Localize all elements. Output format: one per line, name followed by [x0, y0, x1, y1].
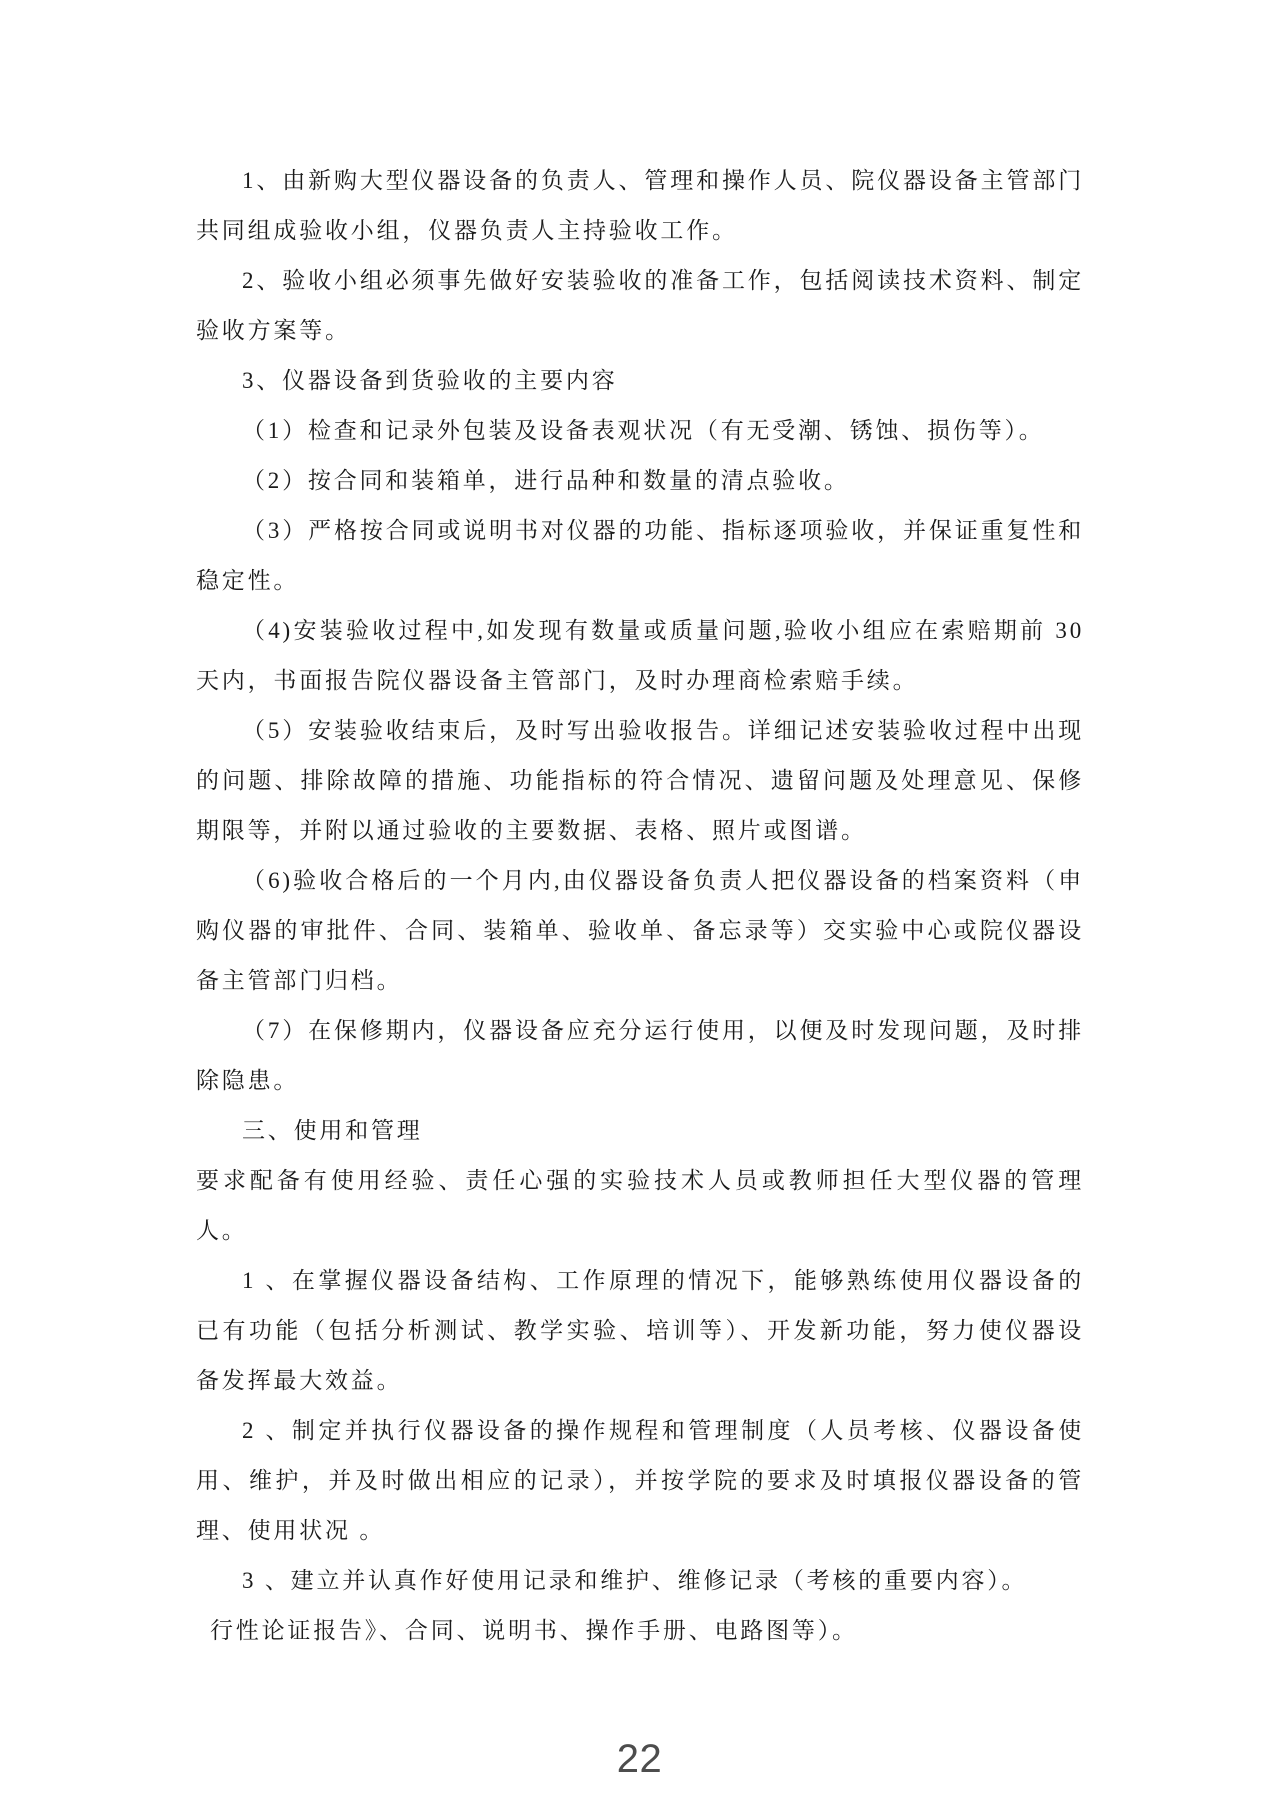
page-number: 22 — [616, 1737, 663, 1781]
sub-item-4: （4)安装验收过程中,如发现有数量或质量问题,验收小组应在索赔期前 30 天内，书面报告院仪器设备主管部门，及时办理商检索赔手续。 — [196, 618, 1084, 693]
numbered-item-3: 3、仪器设备到货验收的主要内容 — [242, 368, 618, 393]
numbered-item-1: 1、由新购大型仪器设备的负责人、管理和操作人员、院仪器设备主管部门共同组成验收小组，仪器负责人主持验收工作。 — [196, 168, 1084, 243]
numbered-item-use-2: 2 、制定并执行仪器设备的操作规程和管理制度（人员考核、仪器设备使用、维护，并及时做出相应的记录），并按学院的要求及时填报仪器设备的管理、使用状况 。 — [196, 1418, 1084, 1543]
numbered-item-2: 2、验收小组必须事先做好安装验收的准备工作，包括阅读技术资料、制定验收方案等。 — [196, 268, 1084, 343]
document-page — [196, 156, 1084, 1656]
sub-item-2: （2）按合同和装箱单，进行品种和数量的清点验收。 — [242, 468, 850, 493]
body-paragraph: 要求配备有使用经验、责任心强的实验技术人员或教师担任大型仪器的管理人。 — [196, 1168, 1084, 1243]
sub-item-7: （7）在保修期内，仪器设备应充分运行使用，以便及时发现问题，及时排除隐患。 — [196, 1018, 1084, 1093]
sub-item-1: （1）检查和记录外包装及设备表观状况（有无受潮、锈蚀、损伤等）。 — [242, 418, 1045, 443]
sub-item-5: （5）安装验收结束后，及时写出验收报告。详细记述安装验收过程中出现的问题、排除故障的措施、功能指标的符合情况、遗留问题及处理意见、保修期限等，并附以通过验收的主要数据、表格、照片或图谱。 — [196, 718, 1084, 843]
sub-item-3: （3）严格按合同或说明书对仪器的功能、指标逐项验收，并保证重复性和稳定性。 — [196, 518, 1084, 593]
sub-item-6: （6)验收合格后的一个月内,由仪器设备负责人把仪器设备的档案资料（申购仪器的审批件、合同、装箱单、验收单、备忘录等）交实验中心或院仪器设备主管部门归档。 — [196, 868, 1084, 993]
section-heading-use-and-management: 三、使用和管理 — [242, 1118, 423, 1143]
continuation-fragment: 行性论证报告》、合同、说明书、操作手册、电路图等）。 — [210, 1618, 858, 1643]
numbered-item-use-3: 3 、建立并认真作好使用记录和维护、维修记录（考核的重要内容）。 — [242, 1568, 1028, 1593]
numbered-item-use-1: 1 、在掌握仪器设备结构、工作原理的情况下，能够熟练使用仪器设备的已有功能（包括分析测试、教学实验、培训等）、开发新功能，努力使仪器设备发挥最大效益。 — [196, 1268, 1084, 1393]
